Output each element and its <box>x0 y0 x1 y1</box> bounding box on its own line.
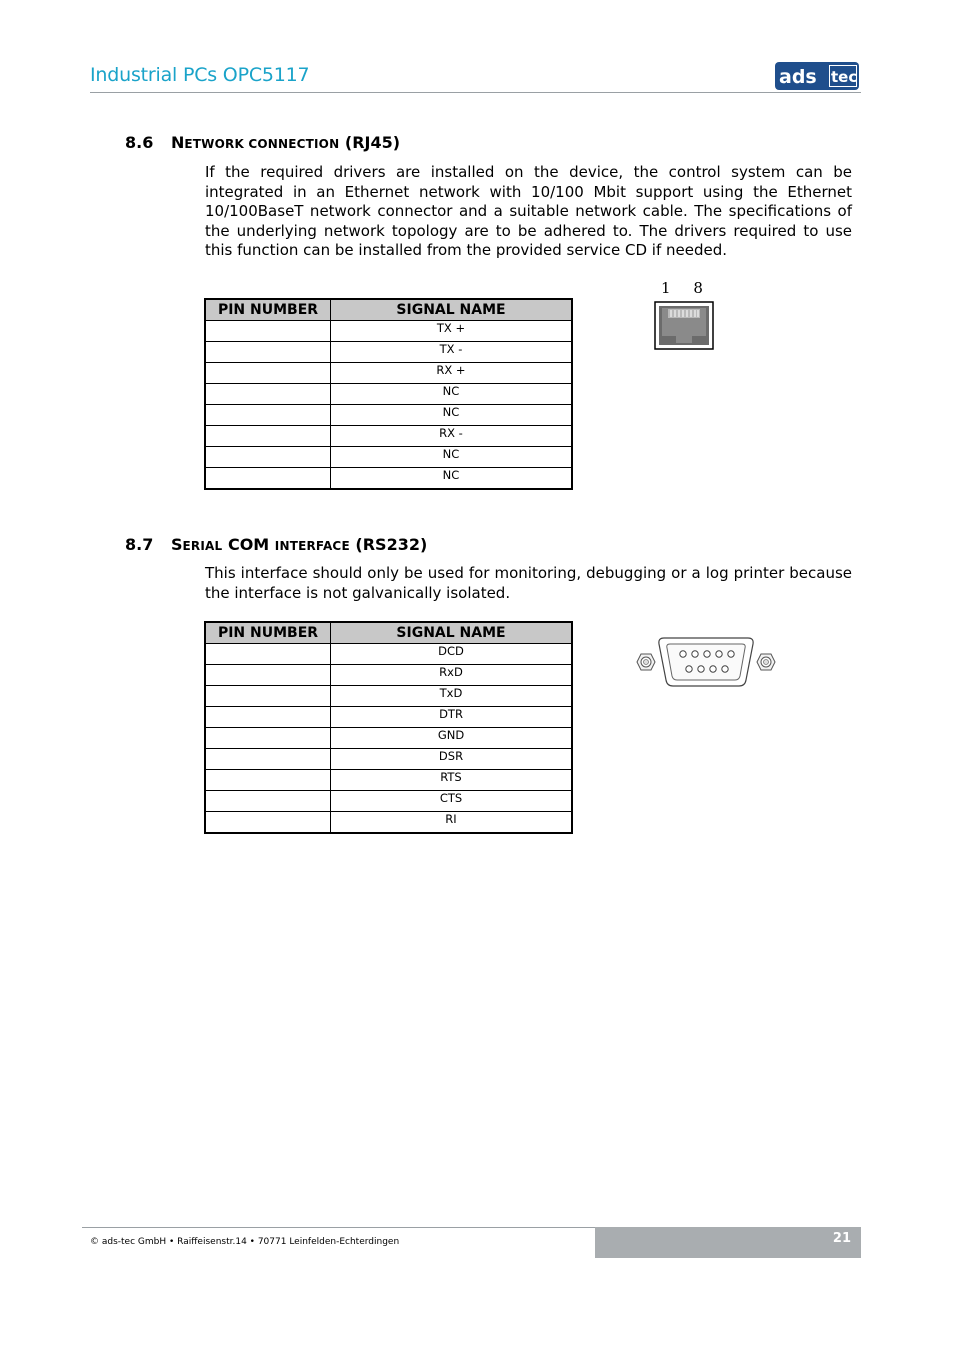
table-row <box>205 665 572 686</box>
signal-name-header: SIGNAL NAME <box>331 299 573 321</box>
table-row <box>205 363 572 384</box>
signal-name-cell: GND <box>331 728 573 749</box>
pin-number-cell <box>205 812 331 834</box>
rj45-pin-labels <box>661 279 703 297</box>
pin-number-cell <box>205 447 331 468</box>
logo-text-right: tec <box>831 68 858 86</box>
pin-number-header: PIN NUMBER <box>205 622 331 644</box>
pin-label-1: 1 <box>661 279 671 297</box>
page-number: 21 <box>832 1231 851 1246</box>
pin-number-cell <box>205 426 331 447</box>
network-paragraph: If the required drivers are installed on the device, the control system can be integrated in an Ethernet network with 10/100 Mbit support using the Ethernet 10/100BaseT network connector and a suitable network cable. The specifications of the underlying network topology are to be adhered to. The drivers required to use this function can be installed from the provided service CD if needed. <box>205 163 852 259</box>
table-row <box>205 791 572 812</box>
pin-number-cell <box>205 770 331 791</box>
signal-name-cell: NC <box>331 384 573 405</box>
signal-name-cell: RX + <box>331 363 573 384</box>
table-row <box>205 321 572 342</box>
footer-address: © ads-tec GmbH • Raiffeisenstr.14 • 70771 Leinfelden-Echterdingen <box>90 1237 400 1247</box>
table-row <box>205 384 572 405</box>
document-title: Industrial PCs OPC5117 <box>90 64 310 86</box>
section-heading-network: 8.6 NETWORK CONNECTION (RJ45) <box>125 133 401 152</box>
table-row <box>205 686 572 707</box>
page-number-box <box>595 1227 861 1258</box>
table-row <box>205 342 572 363</box>
pin-label-8: 8 <box>693 279 703 297</box>
rs232-pin-table <box>204 621 573 834</box>
table-row <box>205 728 572 749</box>
pin-number-cell <box>205 749 331 770</box>
pin-number-cell <box>205 686 331 707</box>
header-divider <box>90 92 861 93</box>
footer-divider <box>82 1227 595 1228</box>
logo-text-left: ads <box>779 66 817 88</box>
section-number: 8.7 <box>125 535 154 554</box>
table-row <box>205 447 572 468</box>
section-number: 8.6 <box>125 133 154 152</box>
section-heading-serial: 8.7 SERIAL COM INTERFACE (RS232) <box>125 535 428 554</box>
signal-name-cell: TX + <box>331 321 573 342</box>
signal-name-cell: DTR <box>331 707 573 728</box>
signal-name-cell: TX - <box>331 342 573 363</box>
table-row <box>205 405 572 426</box>
pin-number-cell <box>205 644 331 665</box>
serial-paragraph: This interface should only be used for monitoring, debugging or a log printer because the interface is not galvanically isolated. <box>205 564 852 602</box>
signal-name-cell: NC <box>331 468 573 490</box>
pin-number-cell <box>205 468 331 490</box>
db9-connector-icon <box>632 630 792 698</box>
signal-name-cell: CTS <box>331 791 573 812</box>
table-row <box>205 812 572 834</box>
pin-number-cell <box>205 665 331 686</box>
signal-name-cell: RTS <box>331 770 573 791</box>
signal-name-cell: TxD <box>331 686 573 707</box>
signal-name-cell: RI <box>331 812 573 834</box>
rj45-port-icon <box>654 301 714 355</box>
pin-number-cell <box>205 728 331 749</box>
signal-name-cell: RX - <box>331 426 573 447</box>
pin-number-cell <box>205 363 331 384</box>
table-row <box>205 749 572 770</box>
pin-number-cell <box>205 791 331 812</box>
signal-name-cell: RxD <box>331 665 573 686</box>
pin-number-cell <box>205 342 331 363</box>
pin-number-cell <box>205 707 331 728</box>
table-row <box>205 426 572 447</box>
table-row <box>205 707 572 728</box>
table-row <box>205 644 572 665</box>
rj45-pin-table <box>204 298 573 490</box>
signal-name-header: SIGNAL NAME <box>331 622 573 644</box>
pin-number-cell <box>205 321 331 342</box>
signal-name-cell: DCD <box>331 644 573 665</box>
pin-number-cell <box>205 384 331 405</box>
table-row <box>205 770 572 791</box>
pin-number-header: PIN NUMBER <box>205 299 331 321</box>
ads-tec-logo <box>775 62 859 94</box>
signal-name-cell: NC <box>331 405 573 426</box>
signal-name-cell: NC <box>331 447 573 468</box>
table-row <box>205 468 572 490</box>
signal-name-cell: DSR <box>331 749 573 770</box>
pin-number-cell <box>205 405 331 426</box>
